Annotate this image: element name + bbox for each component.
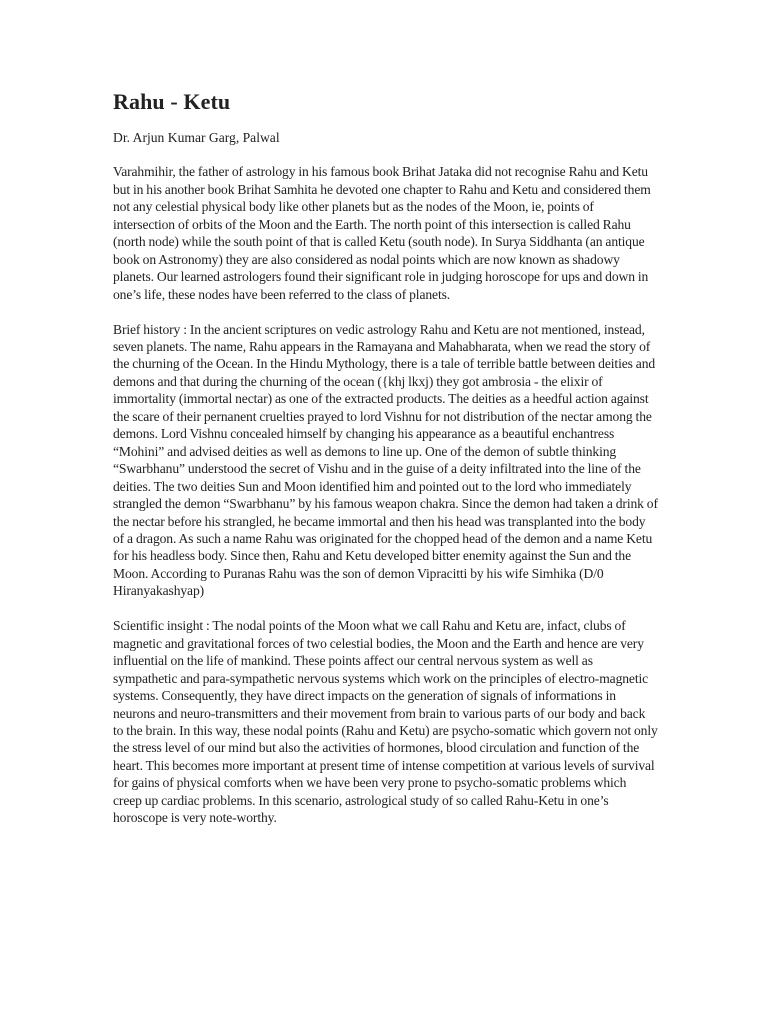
document-title: Rahu - Ketu bbox=[113, 89, 231, 114]
paragraph-scientific-insight: Scientific insight : The nodal points of the Moon what we call Rahu and Ketu are, infact, clubs of magnetic and gravitational forces of two celestial bodies, the Moon and the Earth and hence are very influential on the life of mankind. These points affect our central nervous system as well as sympathetic and para-sympathetic nervous systems which work on the principles of electro-magnetic systems. Consequently, they have direct impacts on the generation of signals of informations in neurons and neuro-transmitters and their movement from brain to various parts of our body and back to the brain. In this way, these nodal points (Rahu and Ketu) are psycho-somatic which govern not only the stress level of our mind but also the activities of hormones, blood circulation and function of the heart. This becomes more important at present time of intense competition at various levels of survival for gains of physical comforts when we have been very prone to psycho-somatic problems which creep up cardiac problems. In this scenario, astrological study of so called Rahu-Ketu in one’s horoscope is very note-worthy. bbox=[113, 618, 658, 826]
paragraph-brief-history: Brief history : In the ancient scriptures on vedic astrology Rahu and Ketu are not mentioned, instead, seven planets. The name, Rahu appears in the Ramayana and Mahabharata, when we read the story of the churning of the Ocean. In the Hindu Mythology, there is a tale of terrible battle between deities and demons and that during the churning of the ocean ({khj lkxj) they got ambrosia - the elixir of immortality (immortal nectar) as one of the extracted products. The deities as a heedful action against the scare of their pernanent cruelties prayed to lord Vishnu for not distribution of the nectar among the demons. Lord Vishnu concealed himself by changing his appearance as a beautiful enchantress “Mohini” and advised deities as well as demons to line up. One of the demon of subtle thinking “Swarbhanu” understood the secret of Vishu and in the guise of a deity infiltrated into the line of the deities. The two deities Sun and Moon identified him and pointed out to the lord who immediately strangled the demon “Swarbhanu” by his famous weapon chakra. Since the demon had taken a drink of the nectar before his strangled, he became immortal and then his head was transplanted into the body of a dragon. As such a name Rahu was originated for the chopped head of the demon and a name Ketu for his headless body. Since then, Rahu and Ketu developed bitter enemity against the Sun and the Moon. According to Puranas Rahu was the son of demon Vipracitti by his wife Simhika (D/0 Hiranyakashyap) bbox=[113, 321, 658, 599]
author-line: Dr. Arjun Kumar Garg, Palwal bbox=[113, 130, 280, 145]
paragraph-intro: Varahmihir, the father of astrology in his famous book Brihat Jataka did not recognise Rahu and Ketu but in his another book Brihat Samhita he devoted one chapter to Rahu and Ketu and considered them not any celestial physical body like other planets but as the nodes of the Moon, ie, points of intersection of orbits of the Moon and the Earth. The north point of this intersection is called Rahu (north node) while the south point of that is called Ketu (south node). In Surya Siddhanta (an antique book on Astronomy) they are also considered as nodal points which are now known as shadowy planets. Our learned astrologers found their significant role in judging horoscope for ups and down in one’s life, these nodes have been referred to the class of planets. bbox=[113, 164, 651, 302]
document-page bbox=[113, 88, 658, 844]
